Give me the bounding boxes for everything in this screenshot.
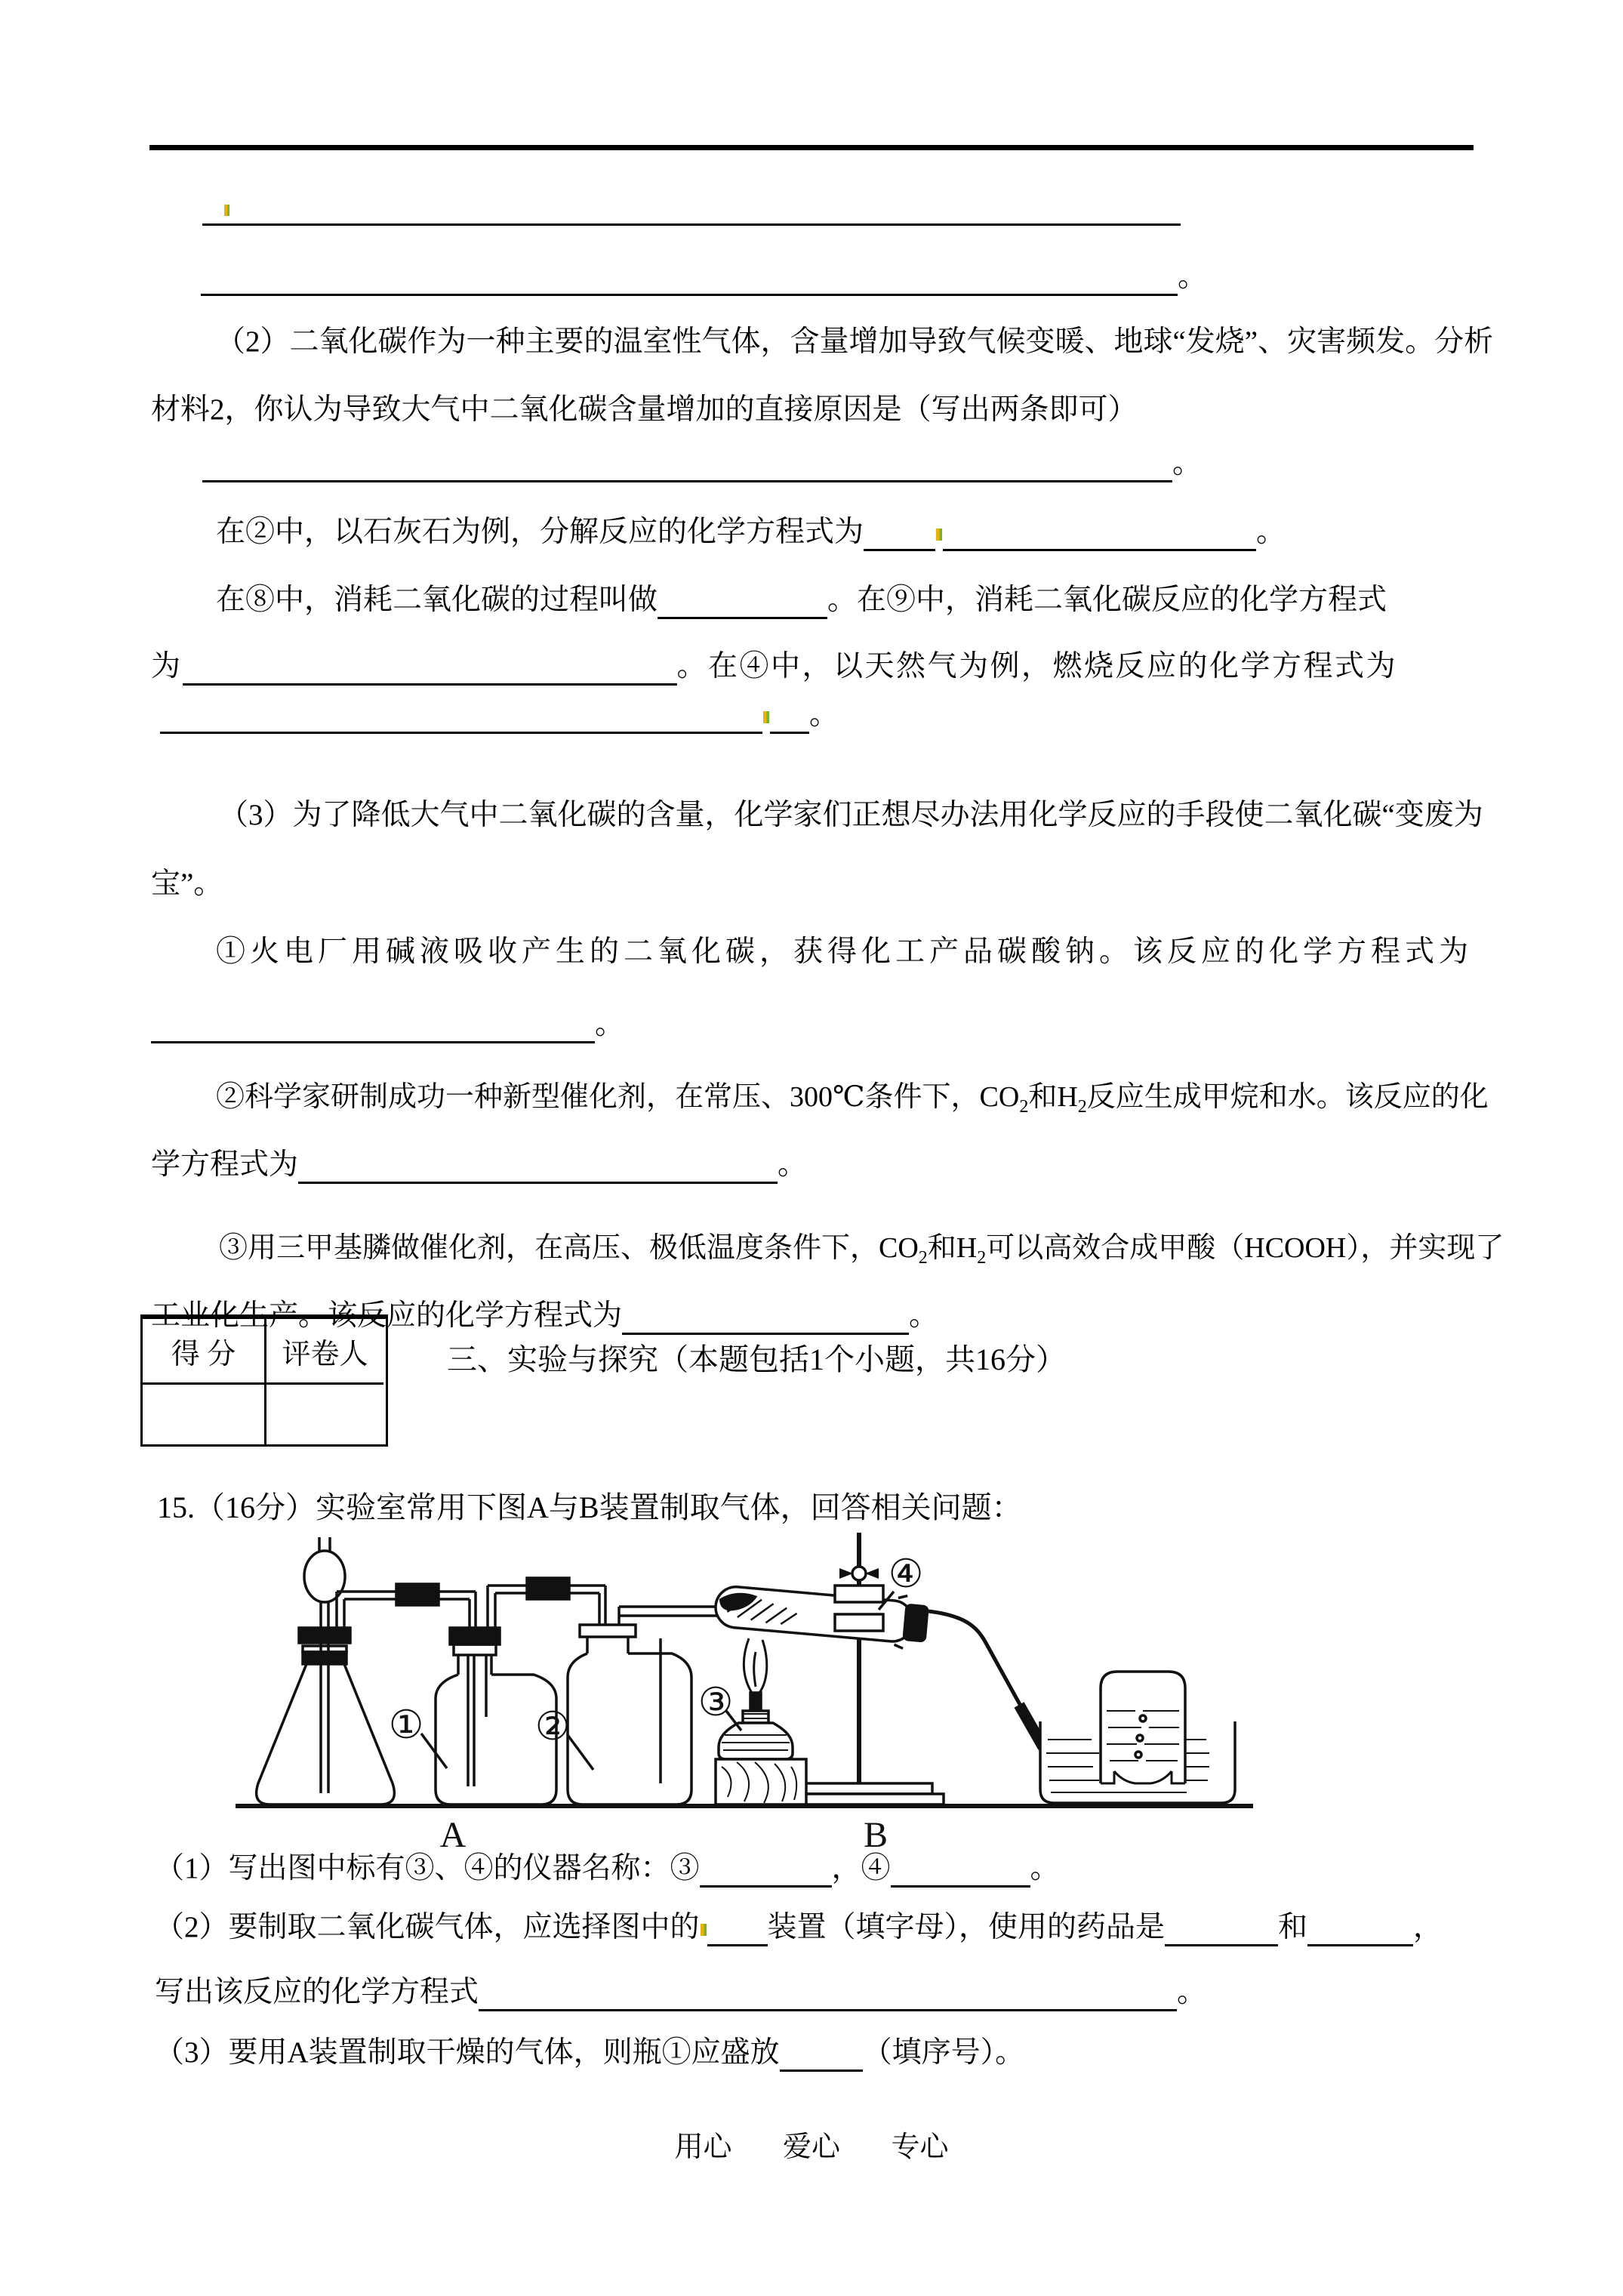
question-15-1: （1）写出图中标有③、④的仪器名称：③ ，④ 。: [155, 1850, 1060, 1888]
score-label: 得 分: [171, 1338, 236, 1370]
equation-artifact: [224, 205, 229, 216]
answer-blank: [658, 585, 827, 619]
apparatus-b: [698, 1533, 1253, 1855]
line-zai8: 在⑧中，消耗二氧化碳的过程叫做 。在⑨中，消耗二氧化碳反应的化学方程式: [216, 581, 1387, 619]
answer-blank: [201, 262, 1178, 296]
line-item3-cont: 工业化生产。该反应的化学方程式为 。: [151, 1297, 938, 1335]
equation-artifact: [701, 1924, 707, 1936]
paragraph-3-line-2: 宝”。: [151, 868, 223, 900]
subscript: 2: [918, 1248, 928, 1268]
flask: [257, 1628, 395, 1804]
line-item1: ①火电厂用碱液吸收产生的二氧化碳，获得化工产品碳酸钠。该反应的化学方程式为: [216, 935, 1474, 968]
line-wei: 为 。在④中，以天然气为例，燃烧反应的化学方程式为: [151, 648, 1397, 686]
subscript: 2: [1077, 1097, 1087, 1117]
answer-blank: [160, 700, 762, 734]
answer-blank: [151, 1009, 595, 1043]
label-circle-1: ①: [388, 1704, 424, 1747]
collection-bottle: [1101, 1672, 1185, 1783]
footer-word-3: 专心: [891, 2131, 949, 2163]
answer-blank-line: [202, 445, 1202, 482]
answer-blank: [864, 517, 935, 551]
label-leader: [421, 1734, 447, 1768]
answer-blank: [707, 1912, 768, 1946]
answer-blank: [479, 1977, 1177, 2011]
period: 。: [1030, 1852, 1060, 1885]
subscript: 2: [1019, 1097, 1029, 1117]
period: 。: [1178, 260, 1208, 293]
answer-blank: [298, 1150, 778, 1184]
apparatus-a: [236, 1537, 766, 1855]
answer-blank-line: [202, 188, 1181, 226]
paragraph-2-line-2: 材料2，你认为导致大气中二氧化碳含量增加的直接原因是（写出两条即可）: [151, 393, 1138, 426]
answer-blank: [780, 2038, 863, 2072]
score-empty-cell: [143, 1382, 264, 1444]
answer-blank: [183, 652, 677, 686]
page-top-rule: [149, 145, 1474, 150]
delivery-tube: [337, 1584, 476, 1629]
answer-blank: [700, 1854, 832, 1888]
footer-word-2: 爱心: [782, 2131, 840, 2163]
grader-empty-cell: [264, 1382, 383, 1444]
section-title: 三、实验与探究（本题包括1个小题，共16分）: [447, 1342, 1066, 1376]
label-apparatus-b: B: [863, 1815, 888, 1855]
label-circle-4: ④: [888, 1553, 924, 1596]
subscript: 2: [977, 1248, 987, 1268]
answer-blank: [622, 1301, 909, 1335]
label-circle-2: ②: [534, 1706, 571, 1749]
question-15-2: （2）要制取二氧化碳气体，应选择图中的 装置（填字母），使用的药品是 和 ，: [155, 1909, 1443, 1946]
line-zai2: 在②中，以石灰石为例，分解反应的化学方程式为 。: [216, 513, 1286, 551]
comma: ，: [1413, 1911, 1443, 1943]
period: 。: [909, 1299, 939, 1332]
question-15-intro: 15.（16分）实验室常用下图A与B装置制取气体，回答相关问题：: [157, 1490, 1022, 1524]
page-footer: [0, 2123, 1623, 2165]
apparatus-diagram: [226, 1533, 1261, 1857]
answer-blank-line: [160, 696, 839, 734]
equation-artifact: [763, 711, 769, 723]
label-apparatus-a: A: [439, 1815, 467, 1855]
score-table: [140, 1314, 388, 1447]
answer-blank: [1165, 1912, 1278, 1946]
period: 。: [778, 1148, 808, 1181]
grader-label: 评卷人: [264, 1319, 383, 1382]
question-15-3: （3）要用A装置制取干燥的气体，则瓶①应盛放 （填序号）。: [155, 2034, 1024, 2072]
line-item2: ②科学家研制成功一种新型催化剂，在常压、300℃条件下，$CO_2$和$H_2$反应生成甲烷和水。该反应的化: [216, 1081, 1489, 1117]
clamp: [835, 1567, 883, 1631]
answer-blank: [891, 1854, 1030, 1888]
answer-blank: [202, 448, 1172, 482]
period: 。: [1172, 447, 1203, 479]
answer-blank: [943, 517, 1256, 551]
answer-blank: [770, 700, 809, 734]
period: 。: [809, 698, 839, 731]
label-circle-3: ③: [698, 1681, 734, 1724]
footer-word-1: 用心: [674, 2131, 732, 2163]
question-15-2-cont: 写出该反应的化学方程式 。: [155, 1974, 1206, 2011]
wood-block: [716, 1759, 806, 1804]
paragraph-3-line-1: （3）为了降低大气中二氧化碳的含量，化学家们正想尽办法用化学反应的手段使二氧化碳“变废为: [219, 799, 1483, 831]
line-item2-cont: 学方程式为 。: [151, 1146, 807, 1184]
paragraph-2-line-1: （2）二氧化碳作为一种主要的温室性气体，含量增加导致气候变暖、地球“发烧”、灾害频发。分析: [216, 325, 1494, 358]
delivery-tube: [488, 1578, 605, 1628]
label-leader: [568, 1735, 593, 1770]
line-item3: ③用三甲基膦做催化剂，在高压、极低温度条件下，$CO_2$和$H_2$可以高效合成甲酸（HCOOH），并实现了: [219, 1232, 1504, 1268]
answer-blank-line: [201, 258, 1207, 296]
period: 。: [595, 1008, 625, 1040]
period: 。: [1177, 1976, 1207, 2008]
period: 。: [1256, 516, 1286, 548]
equation-artifact: [936, 529, 942, 541]
answer-blank: [202, 192, 1181, 226]
answer-blank-line: [151, 1006, 624, 1043]
answer-blank: [1307, 1912, 1413, 1946]
